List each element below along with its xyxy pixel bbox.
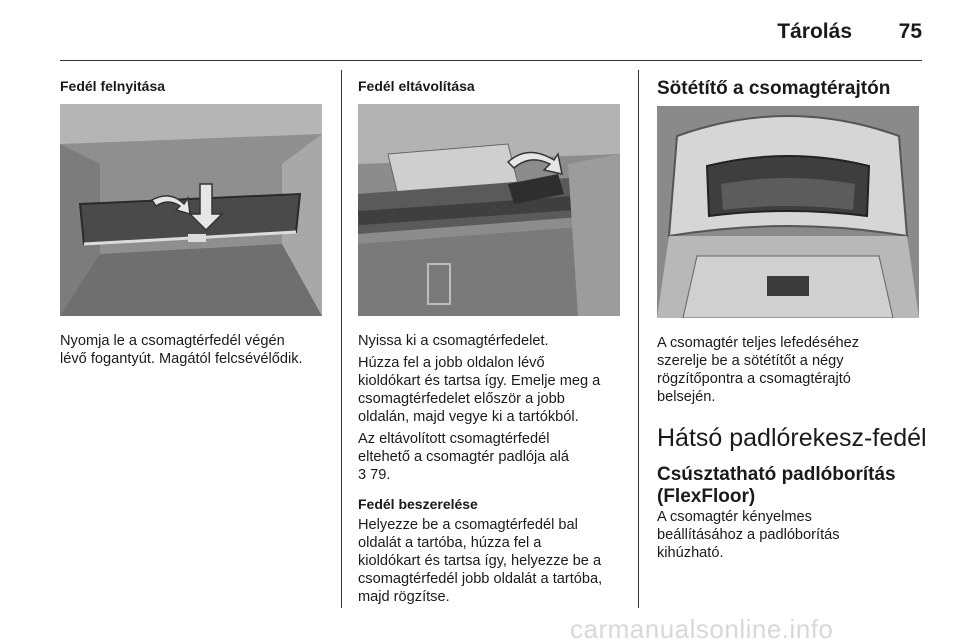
page-header-title: Tárolás bbox=[777, 20, 852, 43]
flexfloor-line-3: kihúzható. bbox=[657, 545, 724, 561]
col3-line-1: A csomagtér teljes lefedéséhez bbox=[657, 335, 859, 351]
col2-para-1: Nyissa ki a csomagtérfedelet. bbox=[358, 333, 549, 349]
col2-para-2-line-2: kioldókart és tartsa így. Emelje meg a bbox=[358, 373, 601, 389]
column-divider-1 bbox=[341, 70, 342, 608]
col2-page-reference: 3 79. bbox=[358, 467, 391, 483]
column-divider-2 bbox=[638, 70, 639, 608]
col2-install-line-2: oldalát a tartóba, húzza fel a bbox=[358, 535, 542, 551]
col1-heading: Fedél felnyitása bbox=[60, 78, 166, 94]
watermark: carmanualsonline.info bbox=[570, 614, 834, 642]
col2-install-heading: Fedél beszerelése bbox=[358, 496, 478, 512]
page-number: 75 bbox=[898, 20, 922, 43]
section-title-rear-floor-cover: Hátsó padlórekesz-fedél bbox=[657, 424, 927, 452]
col2-install-line-3: kioldókart és tartsa így, helyezze be a bbox=[358, 553, 602, 569]
tailgate-shade-illustration bbox=[657, 106, 919, 318]
col2-para-3-line-1: Az eltávolított csomagtérfedél bbox=[358, 431, 550, 447]
flexfloor-line-2: beállításához a padlóborítás bbox=[657, 527, 840, 543]
cargo-cover-remove-illustration bbox=[358, 104, 620, 316]
col3-line-2: szerelje be a sötétítőt a négy bbox=[657, 353, 844, 369]
col2-para-3-line-2: eltehető a csomagtér padlója alá bbox=[358, 449, 569, 465]
col2-para-2-line-3: csomagtérfedelet először a jobb bbox=[358, 391, 565, 407]
flexfloor-line-1: A csomagtér kényelmes bbox=[657, 509, 812, 525]
col3-heading: Sötétítő a csomagtérajtón bbox=[657, 78, 891, 99]
cargo-cover-open-illustration bbox=[60, 104, 322, 316]
col2-para-2-line-1: Húzza fel a jobb oldalon lévő bbox=[358, 355, 545, 371]
col2-install-line-5: majd rögzítse. bbox=[358, 589, 450, 605]
col2-para-2-line-4: oldalán, majd vegye ki a tartókból. bbox=[358, 409, 579, 425]
col3-line-3: rögzítőpontra a csomagtérajtó bbox=[657, 371, 851, 387]
col3-line-4: belsején. bbox=[657, 389, 716, 405]
flexfloor-subtitle-line-1: Csúsztatható padlóborítás bbox=[657, 464, 896, 485]
col1-line-2: lévő fogantyút. Magától felcsévélődik. bbox=[60, 351, 303, 367]
col2-install-line-1: Helyezze be a csomagtérfedél bal bbox=[358, 517, 578, 533]
col1-line-1: Nyomja le a csomagtérfedél végén bbox=[60, 333, 285, 349]
col2-install-line-4: csomagtérfedél jobb oldalát a tartóba, bbox=[358, 571, 603, 587]
flexfloor-subtitle-line-2: (FlexFloor) bbox=[657, 486, 756, 507]
col2-heading: Fedél eltávolítása bbox=[358, 78, 475, 94]
header-rule bbox=[60, 60, 922, 61]
